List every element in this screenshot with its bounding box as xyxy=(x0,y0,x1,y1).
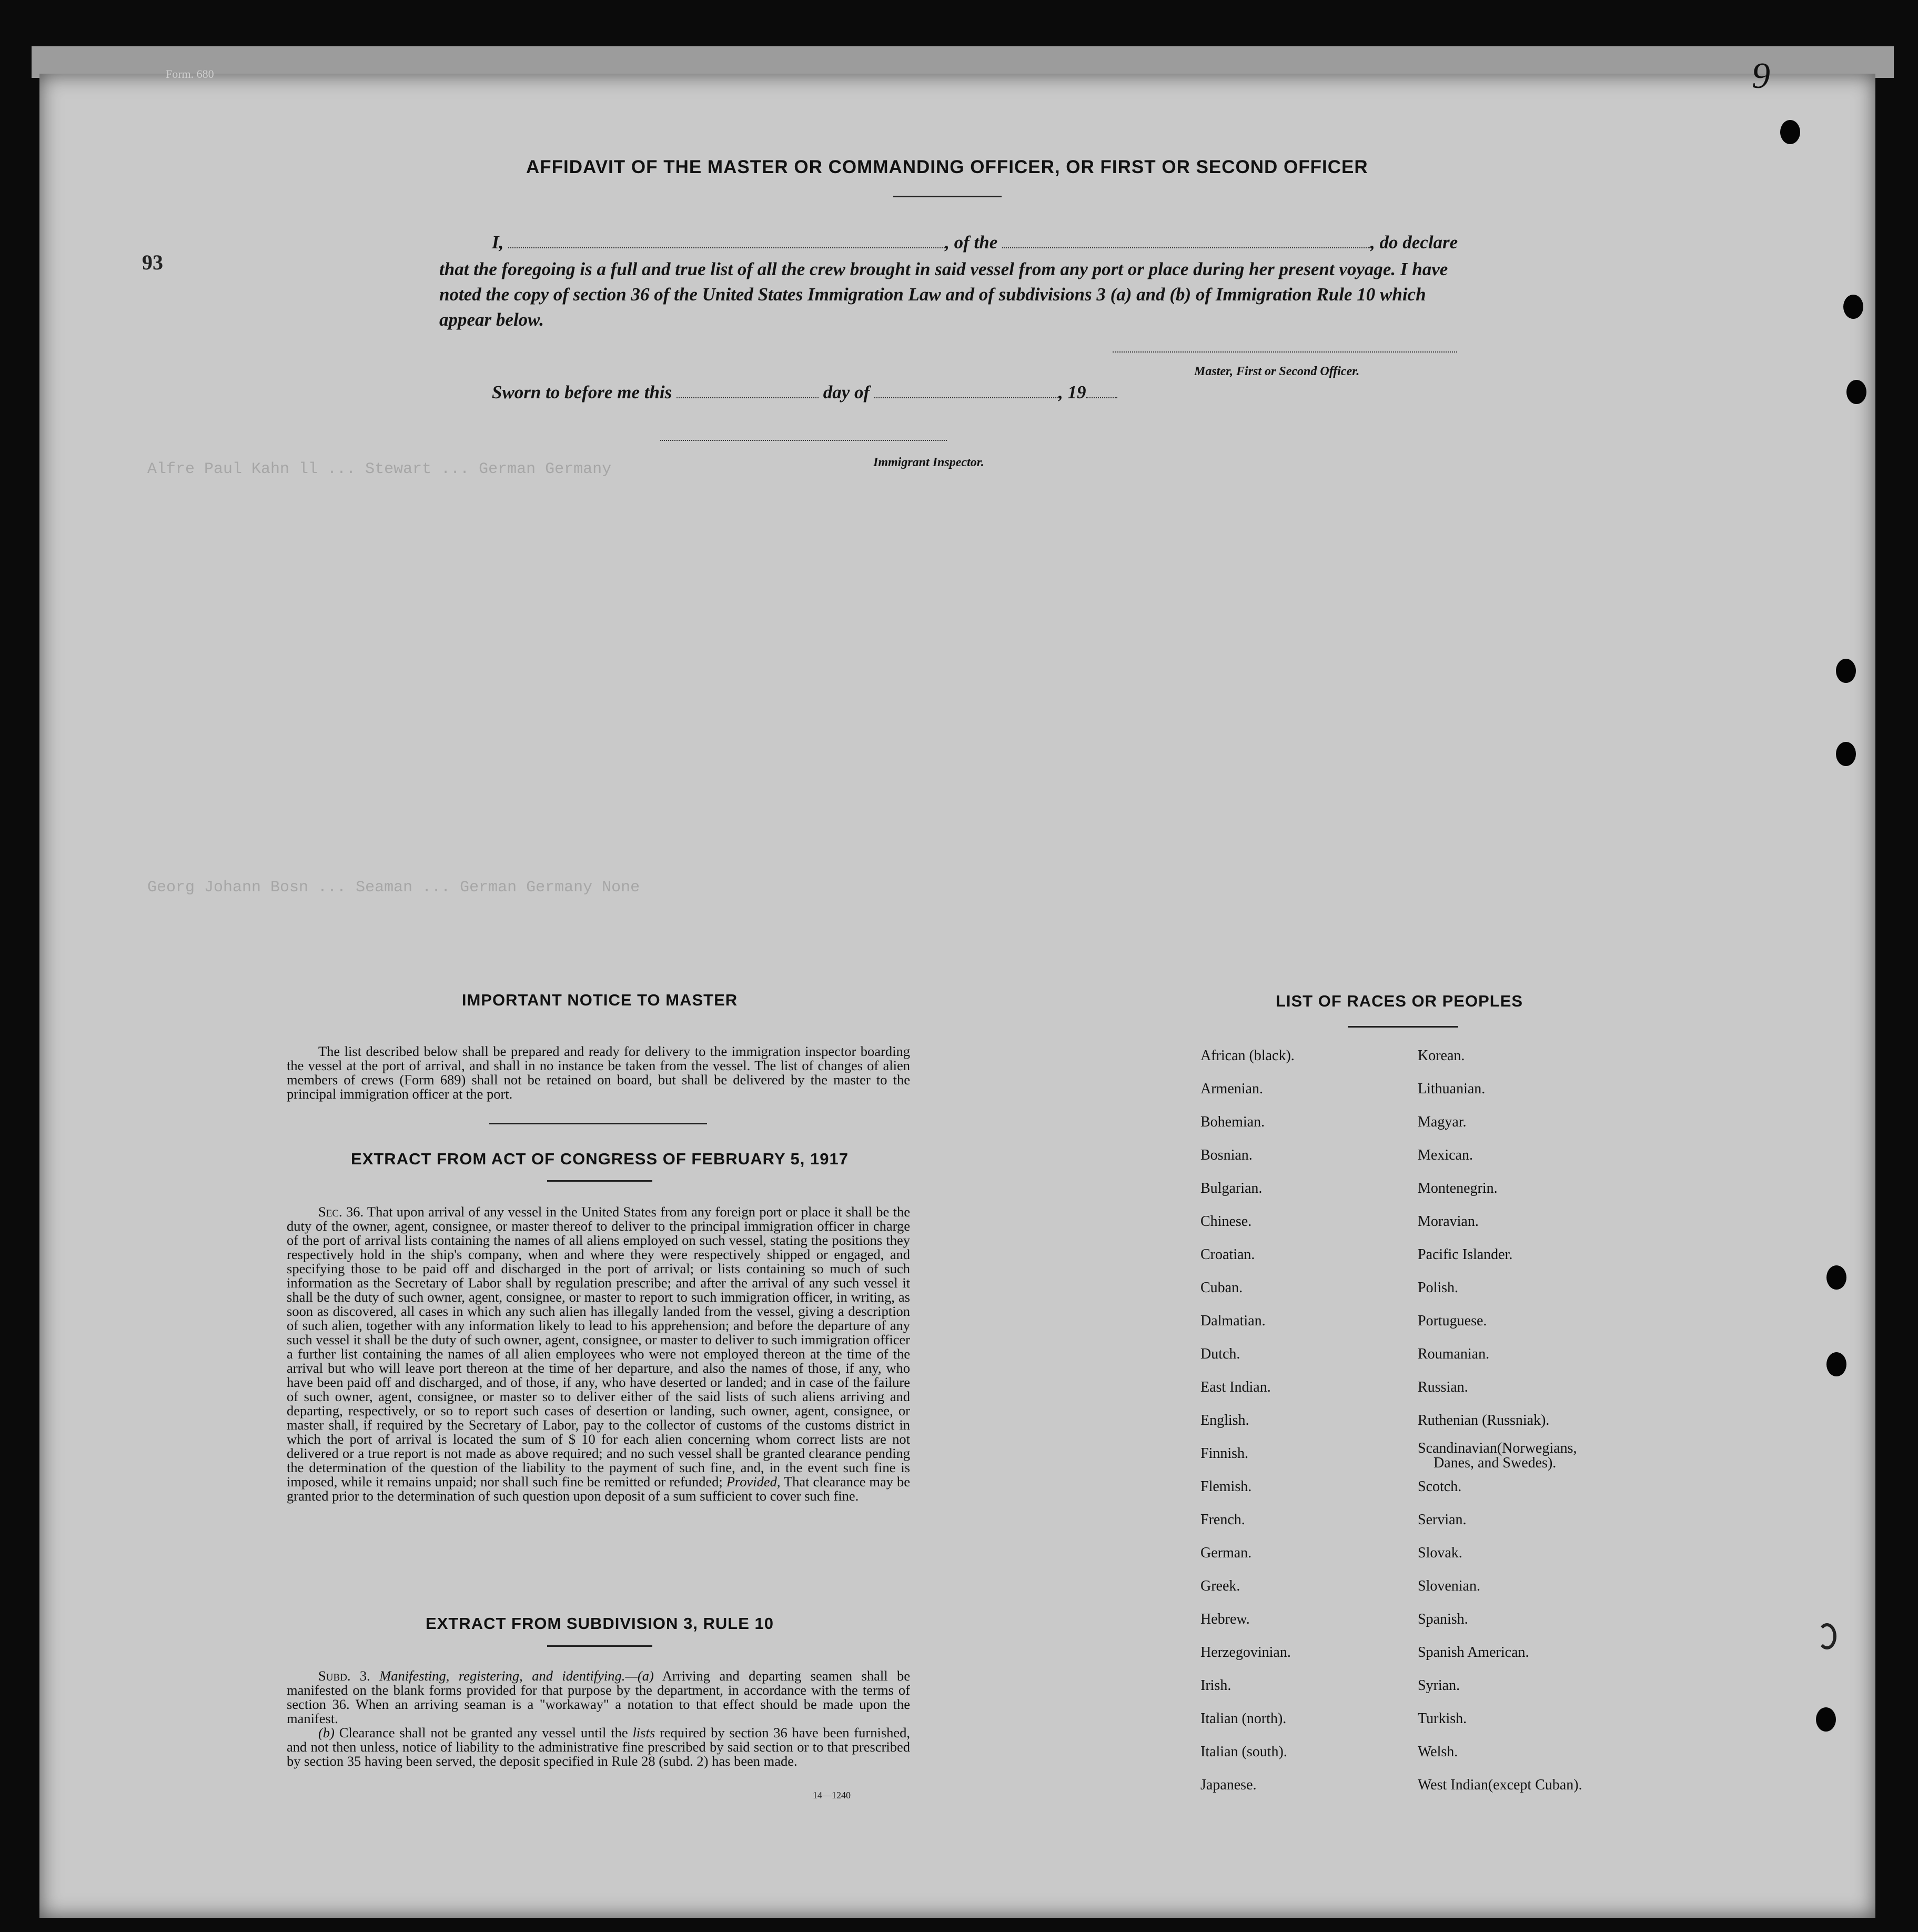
sworn-day-blank[interactable] xyxy=(677,381,819,398)
race-item: Slovak. xyxy=(1418,1545,1462,1561)
race-item: Finnish. xyxy=(1200,1445,1249,1462)
race-item: Welsh. xyxy=(1418,1744,1458,1760)
sworn-month-blank[interactable] xyxy=(874,381,1058,398)
master-signature-line[interactable] xyxy=(1113,351,1457,353)
corner-handwritten-mark: 9 xyxy=(1752,56,1770,96)
race-item: Korean. xyxy=(1418,1048,1465,1064)
races-rule xyxy=(1348,1026,1458,1028)
races-title: LIST OF RACES OR PEOPLES xyxy=(1275,992,1523,1010)
race-item: Servian. xyxy=(1418,1512,1467,1528)
race-item: English. xyxy=(1200,1412,1249,1428)
bleed-through-text: Alfre Paul Kahn ll ... Stewart ... German Germany xyxy=(147,460,612,478)
punch-hole-icon xyxy=(1836,659,1856,683)
affidavit-declaration-line: I, , of the , do declare xyxy=(492,232,1458,253)
race-item: Dalmatian. xyxy=(1200,1313,1266,1329)
race-item: Scotch. xyxy=(1418,1478,1462,1495)
race-item: Roumanian. xyxy=(1418,1346,1490,1362)
punch-hole-icon xyxy=(1846,380,1866,404)
punch-hole-icon xyxy=(1816,1707,1836,1732)
inspector-caption: Immigrant Inspector. xyxy=(873,456,984,469)
notice-text: The list described below shall be prepared and ready for delivery to the immigration inspector boarding the vessel at the port of arrival, and shall in no instance be taken from the vessel. The list of changes of alien members of crews (Form 689) shall not be retained on board, but shall be delivered by the master to the principal immigration officer at the port. xyxy=(287,1043,910,1102)
extract-rule-title: EXTRACT FROM SUBDIVISION 3, RULE 10 xyxy=(426,1614,774,1633)
race-item: Russian. xyxy=(1418,1379,1468,1395)
sworn-year-blank[interactable] xyxy=(1086,381,1117,398)
sworn-line: Sworn to before me this day of , 19 xyxy=(492,381,1117,403)
race-item: West Indian(except Cuban). xyxy=(1418,1777,1582,1793)
race-item: Japanese. xyxy=(1200,1777,1257,1793)
race-item: Chinese. xyxy=(1200,1213,1252,1230)
signature-caption: Master, First or Second Officer. xyxy=(1194,365,1360,378)
race-item: Ruthenian (Russniak). xyxy=(1418,1412,1550,1428)
race-item: Spanish. xyxy=(1418,1611,1468,1627)
race-item: French. xyxy=(1200,1512,1245,1528)
extract-act-text: Sec. 36. That upon arrival of any vessel in the United States from any foreign port or place it shall be the duty of the owner, agent, consignee, or master thereof to deliver to the principal immigration officer in charge of the port of arrival lists containing the names of all aliens employed on such vessel, stating the positions they respectively hold in the ship's company, when and where they were respectively shipped or engaged, and specifying those to be paid off and discharged in the port of arrival; or lists containing so much of such information as the Secretary of Labor shall by regulation prescribe; and after the arrival of any such vessel it shall be the duty of such owner, agent, consignee, or master to report to such immigration officer, in writing, as soon as discovered, all cases in which any such alien has illegally landed from the vessel, giving a description of such alien, together with any information likely to lead to his apprehension; and before the departure of any such vessel it shall be the duty of such owner, agent, consignee, or master to deliver to such immigration officer a further list containing the names of all alien employees who were not employed thereon at the time of the arrival but who will leave port thereon at the time of her departure, and also the names of those, if any, who have been paid off and discharged, and of those, if any, who have deserted or landed; and in case of the failure of such owner, agent, consignee, or master so to deliver either of the said lists of such aliens arriving and departing, respectively, or so to report such cases of desertion or landing, such owner, agent, consignee, or master shall, if required by the Secretary of Labor, pay to the collector of customs of the customs district in which the port of arrival is located the sum of $ 10 for each alien concerning whom correct lists are not delivered or a true report is not made as above required; and no such vessel shall be granted clearance pending the determination of the question of the liability to the payment of such fine, and, in the event such fine is imposed, while it remains unpaid; nor shall such fine be remitted or refunded; Provided, That clearance may be granted prior to the determination of such question upon deposit of a sum sufficient to cover such fine. xyxy=(287,1204,910,1504)
race-item: Greek. xyxy=(1200,1578,1240,1594)
race-item: Bulgarian. xyxy=(1200,1180,1263,1196)
notice-rule xyxy=(489,1123,707,1124)
race-item: Italian (north). xyxy=(1200,1710,1287,1727)
race-item: Pacific Islander. xyxy=(1418,1246,1513,1263)
print-code: 14—1240 xyxy=(813,1790,851,1800)
extract-rule-text: Subd. 3. Manifesting, registering, and identifying.—(a) Arriving and departing seamen shall be manifested on the blank forms provided for that purpose by the department, in accordance with the terms of section 36. When an arriving seaman is a "workaway" a notation to that effect should be made upon the manifest. (b) Clearance shall not be granted any vessel until the lists required by section 36 have been furnished, and not then unless, notice of liability to the administrative fine prescribed by said section or to that prescribed by section 35 having been served, the deposit specified in Rule 28 (subd. 2) has been made. xyxy=(287,1668,911,1769)
race-item: Scandinavian(Norwegians, Danes, and Swedes). xyxy=(1418,1440,1577,1471)
race-item: Bohemian. xyxy=(1200,1114,1265,1130)
race-item: Magyar. xyxy=(1418,1114,1467,1130)
race-item: Lithuanian. xyxy=(1418,1081,1486,1097)
extract-act-rule xyxy=(547,1180,652,1182)
race-item: Slovenian. xyxy=(1418,1578,1480,1594)
race-item: East Indian. xyxy=(1200,1379,1271,1395)
race-item: Armenian. xyxy=(1200,1081,1263,1097)
race-item: Dutch. xyxy=(1200,1346,1240,1362)
bleed-through-text: Georg Johann Bosn ... Seaman ... German Germany None xyxy=(147,879,640,897)
race-item: Syrian. xyxy=(1418,1677,1460,1694)
notice-title: IMPORTANT NOTICE TO MASTER xyxy=(461,991,738,1009)
margin-mark: 93 xyxy=(142,250,163,274)
page-top-edge xyxy=(32,46,1894,78)
races-left-column xyxy=(1200,1039,1295,1802)
race-item: Herzegovinian. xyxy=(1200,1644,1291,1661)
race-item: Irish. xyxy=(1200,1677,1231,1694)
extract-act-title: EXTRACT FROM ACT OF CONGRESS OF FEBRUARY 5, 1917 xyxy=(351,1150,849,1168)
vessel-name-blank[interactable] xyxy=(1002,232,1370,248)
master-name-blank[interactable] xyxy=(508,232,945,248)
punch-hole-icon xyxy=(1836,742,1856,766)
race-item: Polish. xyxy=(1418,1280,1459,1296)
race-item: Spanish American. xyxy=(1418,1644,1529,1661)
race-item: Montenegrin. xyxy=(1418,1180,1498,1196)
race-item: Portuguese. xyxy=(1418,1313,1487,1329)
punch-hole-icon xyxy=(1818,1623,1836,1649)
punch-hole-icon xyxy=(1826,1352,1846,1376)
inspector-signature-line[interactable] xyxy=(660,440,947,441)
race-item: Italian (south). xyxy=(1200,1744,1287,1760)
extract-rule-rule xyxy=(547,1645,652,1647)
race-item: Flemish. xyxy=(1200,1478,1252,1495)
race-item: Bosnian. xyxy=(1200,1147,1253,1163)
race-item: African (black). xyxy=(1200,1048,1295,1064)
race-item: German. xyxy=(1200,1545,1252,1561)
punch-hole-icon xyxy=(1843,295,1863,319)
punch-hole-icon xyxy=(1826,1265,1846,1290)
race-item: Moravian. xyxy=(1418,1213,1479,1230)
affidavit-body: that the foregoing is a full and true list of all the crew brought in said vessel from any port or place during her present voyage. I have noted the copy of section 36 of the United States Immigration Law and of subdivisions 3 (a) and (b) of Immigration Rule 10 which appear below. xyxy=(439,259,1448,330)
punch-hole-icon xyxy=(1780,120,1800,144)
affidavit-title: AFFIDAVIT OF THE MASTER OR COMMANDING OFFICER, OR FIRST OR SECOND OFFICER xyxy=(526,157,1368,177)
race-item: Mexican. xyxy=(1418,1147,1473,1163)
races-right-column xyxy=(1418,1039,1582,1802)
race-item: Hebrew. xyxy=(1200,1611,1250,1627)
race-item: Turkish. xyxy=(1418,1710,1467,1727)
race-item: Cuban. xyxy=(1200,1280,1243,1296)
form-page xyxy=(39,74,1875,1918)
title-rule xyxy=(893,196,1002,197)
race-item: Croatian. xyxy=(1200,1246,1255,1263)
form-number: Form. 680 xyxy=(166,67,214,80)
